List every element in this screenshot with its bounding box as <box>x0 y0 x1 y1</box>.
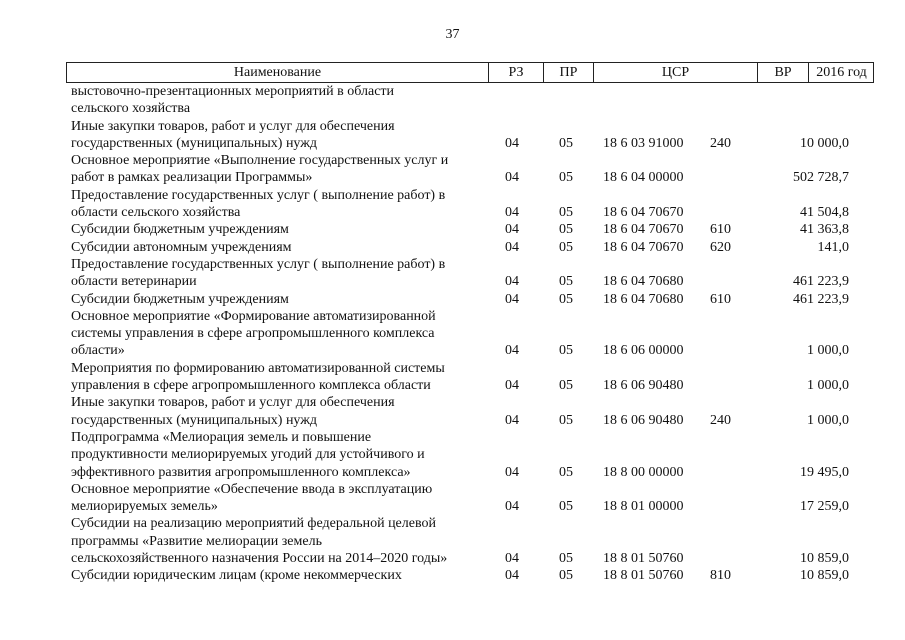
row-name-line: Основное мероприятие «Выполнение государственных услуг и <box>71 153 449 169</box>
table-row <box>0 256 905 291</box>
row-values <box>0 567 905 584</box>
table-row <box>0 221 905 238</box>
row-name-line: Предоставление государственных услуг ( выполнение работ) в <box>71 256 446 272</box>
row-pr: 05 <box>559 378 573 394</box>
row-values <box>0 221 905 238</box>
row-csr: 18 8 00 00000 <box>603 464 684 480</box>
row-name-line: системы управления в сфере агропромышленного комплекса <box>71 326 435 342</box>
row-rz: 04 <box>505 551 519 567</box>
row-name-line: Субсидии автономным учреждениям <box>71 239 292 255</box>
header-rz: РЗ <box>489 63 544 82</box>
row-sum: 10 859,0 <box>800 551 849 567</box>
row-csr: 18 6 04 70680 <box>603 291 684 307</box>
row-sum: 41 363,8 <box>800 222 849 238</box>
row-pr: 05 <box>559 170 573 186</box>
row-sum: 1 000,0 <box>807 343 849 359</box>
row-rz: 04 <box>505 343 519 359</box>
header-year: 2016 год <box>816 65 867 80</box>
row-values <box>0 135 905 152</box>
row-sum: 17 259,0 <box>800 499 849 515</box>
row-rz: 04 <box>505 274 519 290</box>
row-csr: 18 6 06 90480 <box>603 412 684 428</box>
row-sum: 10 859,0 <box>800 568 849 584</box>
row-name-line: сельскохозяйственного назначения России на 2014–2020 годы» <box>71 551 448 567</box>
row-values <box>0 412 905 429</box>
row-name-line: Субсидии бюджетным учреждениям <box>71 291 289 307</box>
table-row <box>0 152 905 187</box>
table-body <box>0 83 905 585</box>
row-csr: 18 8 01 50760 <box>603 568 684 584</box>
row-rz: 04 <box>505 239 519 255</box>
row-csr: 18 6 04 00000 <box>603 170 684 186</box>
table-row <box>0 360 905 395</box>
row-values <box>0 169 905 186</box>
row-vr: 620 <box>710 239 731 255</box>
table-row <box>0 83 905 118</box>
row-rz: 04 <box>505 464 519 480</box>
row-csr: 18 6 04 70670 <box>603 205 684 221</box>
row-pr: 05 <box>559 464 573 480</box>
row-name-line: государственных (муниципальных) нужд <box>71 135 318 151</box>
table-row <box>0 394 905 429</box>
table-row <box>0 429 905 481</box>
row-values <box>0 100 905 117</box>
row-csr: 18 6 06 00000 <box>603 343 684 359</box>
row-name-line: Субсидии на реализацию мероприятий федеральной целевой <box>71 516 436 532</box>
row-csr: 18 6 04 70680 <box>603 274 684 290</box>
row-csr: 18 6 04 70670 <box>603 222 684 238</box>
row-values <box>0 204 905 221</box>
row-sum: 10 000,0 <box>800 135 849 151</box>
row-pr: 05 <box>559 551 573 567</box>
row-name-line: работ в рамках реализации Программы» <box>71 170 313 186</box>
row-csr: 18 8 01 00000 <box>603 499 684 515</box>
row-name-line: Иные закупки товаров, работ и услуг для обеспечения <box>71 395 395 411</box>
table-row <box>0 481 905 516</box>
row-pr: 05 <box>559 343 573 359</box>
row-pr: 05 <box>559 222 573 238</box>
row-name-line: области ветеринарии <box>71 274 197 290</box>
row-vr: 240 <box>710 412 731 428</box>
table-row <box>0 187 905 222</box>
row-vr: 810 <box>710 568 731 584</box>
row-name-line: выстовочно-презентационных мероприятий в области <box>71 84 395 99</box>
row-name-line: Подпрограмма «Мелиорация земель и повышение <box>71 429 372 445</box>
row-name-line: эффективного развития агропромышленного комплекса» <box>71 464 411 480</box>
row-rz: 04 <box>505 291 519 307</box>
row-name-line: мелиорируемых земель» <box>71 499 218 515</box>
header-csr: ЦСР <box>594 63 758 82</box>
row-name-line: Основное мероприятие «Обеспечение ввода в эксплуатацию <box>71 481 433 497</box>
row-pr: 05 <box>559 205 573 221</box>
row-values <box>0 239 905 256</box>
row-name-line: продуктивности мелиорируемых угодий для устойчивого и <box>71 447 425 463</box>
row-vr: 610 <box>710 291 731 307</box>
header-pr: ПР <box>544 63 594 82</box>
table-row <box>0 118 905 153</box>
row-rz: 04 <box>505 170 519 186</box>
table-row <box>0 567 905 584</box>
row-values <box>0 498 905 515</box>
row-csr: 18 6 03 91000 <box>603 135 684 151</box>
row-name-line: Мероприятия по формированию автоматизированной системы <box>71 360 445 376</box>
row-name-line: управления в сфере агропромышленного комплекса области <box>71 378 431 394</box>
row-sum: 141,0 <box>817 239 849 255</box>
row-rz: 04 <box>505 412 519 428</box>
row-pr: 05 <box>559 412 573 428</box>
row-name-line: Субсидии юридическим лицам (кроме некоммерческих <box>71 568 402 584</box>
row-sum: 461 223,9 <box>793 274 849 290</box>
row-sum: 1 000,0 <box>807 412 849 428</box>
row-pr: 05 <box>559 274 573 290</box>
row-rz: 04 <box>505 568 519 584</box>
row-rz: 04 <box>505 205 519 221</box>
row-sum: 19 495,0 <box>800 464 849 480</box>
row-rz: 04 <box>505 499 519 515</box>
table-row <box>0 239 905 256</box>
row-pr: 05 <box>559 499 573 515</box>
row-sum: 461 223,9 <box>793 291 849 307</box>
row-vr: 610 <box>710 222 731 238</box>
row-name-line: программы «Развитие мелиорации земель <box>71 533 322 549</box>
table-row <box>0 291 905 308</box>
table-header <box>66 62 874 83</box>
row-name-line: Иные закупки товаров, работ и услуг для обеспечения <box>71 118 395 134</box>
row-sum: 502 728,7 <box>793 170 849 186</box>
row-values <box>0 273 905 290</box>
row-sum: 1 000,0 <box>807 378 849 394</box>
row-pr: 05 <box>559 135 573 151</box>
row-values <box>0 342 905 359</box>
page-number: 37 <box>445 27 460 42</box>
table-row <box>0 515 905 567</box>
row-name-line: государственных (муниципальных) нужд <box>71 412 318 428</box>
row-sum: 41 504,8 <box>800 205 849 221</box>
row-values <box>0 377 905 394</box>
row-values <box>0 550 905 567</box>
row-csr: 18 8 01 50760 <box>603 551 684 567</box>
row-csr: 18 6 06 90480 <box>603 378 684 394</box>
row-pr: 05 <box>559 568 573 584</box>
row-pr: 05 <box>559 239 573 255</box>
row-values <box>0 464 905 481</box>
row-rz: 04 <box>505 378 519 394</box>
header-vr: ВР <box>758 63 809 82</box>
row-name-line: Основное мероприятие «Формирование автоматизированной <box>71 308 436 324</box>
row-name-line: Предоставление государственных услуг ( выполнение работ) в <box>71 187 446 203</box>
row-pr: 05 <box>559 291 573 307</box>
row-vr: 240 <box>710 135 731 151</box>
row-csr: 18 6 04 70670 <box>603 239 684 255</box>
row-name-line: области» <box>71 343 125 359</box>
row-name-line: сельского хозяйства <box>71 101 191 117</box>
row-rz: 04 <box>505 222 519 238</box>
header-name: Наименование <box>67 63 489 82</box>
row-name-line: области сельского хозяйства <box>71 205 241 221</box>
row-rz: 04 <box>505 135 519 151</box>
row-values <box>0 291 905 308</box>
row-name-line: Субсидии бюджетным учреждениям <box>71 222 289 238</box>
table-row <box>0 308 905 360</box>
